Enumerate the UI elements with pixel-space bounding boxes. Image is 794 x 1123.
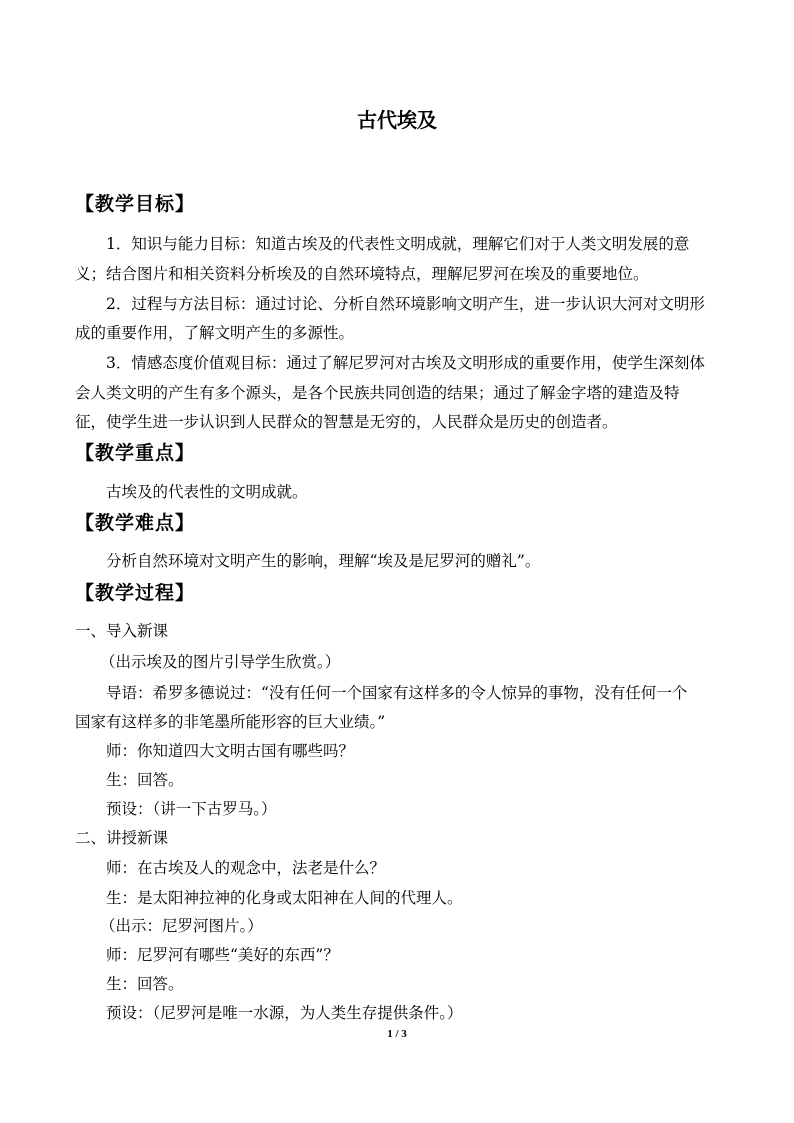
section-heading-difficulties: 【教学难点】 xyxy=(75,512,196,534)
process-part1-line-3: 国家有这样多的非笔墨所能形容的巨大业绩。” xyxy=(75,713,386,731)
document-title: 古代埃及 xyxy=(357,108,437,132)
objective-line-5: 3．情感态度价值观目标：通过了解尼罗河对古埃及文明形成的重要作用，使学生深刻体 xyxy=(106,354,705,372)
objective-line-3: 2．过程与方法目标：通过讨论、分析自然环境影响文明产生，进一步认识大河对文明形 xyxy=(106,295,705,313)
process-part2-line-6: 预设：（尼罗河是唯一水源，为人类生存提供条件。） xyxy=(106,1004,463,1022)
page-number: 1 / 3 xyxy=(387,1028,407,1040)
objective-line-7: 征，使学生进一步认识到人民群众的智慧是无穷的，人民群众是历史的创造者。 xyxy=(75,413,618,431)
process-part1-title: 一、导入新课 xyxy=(75,622,169,640)
process-part1-line-5: 生：回答。 xyxy=(106,771,184,789)
section-heading-objectives: 【教学目标】 xyxy=(75,193,196,215)
process-part1-line-4: 师：你知道四大文明古国有哪些吗？ xyxy=(106,742,355,760)
section-heading-process: 【教学过程】 xyxy=(75,582,196,604)
objective-line-6: 会人类文明的产生有多个源头，是各个民族共同创造的结果；通过了解金字塔的建造及特 xyxy=(75,384,680,402)
process-part2-line-5: 生：回答。 xyxy=(106,975,184,993)
key-points-text: 古埃及的代表性的文明成就。 xyxy=(106,483,308,501)
difficulties-text: 分析自然环境对文明产生的影响，理解“埃及是尼罗河的赠礼”。 xyxy=(106,552,541,570)
process-part2-title: 二、讲授新课 xyxy=(75,829,169,847)
process-part1-line-1: （出示埃及的图片引导学生欣赏。） xyxy=(100,653,341,671)
process-part2-line-2: 生：是太阳神拉神的化身或太阳神在人间的代理人。 xyxy=(106,889,463,907)
objective-line-2: 义；结合图片和相关资料分析埃及的自然环境特点，理解尼罗河在埃及的重要地位。 xyxy=(75,265,649,283)
section-heading-key-points: 【教学重点】 xyxy=(75,442,196,464)
process-part2-line-4: 师：尼罗河有哪些“美好的东西”？ xyxy=(106,946,339,964)
process-part2-line-3: （出示：尼罗河图片。） xyxy=(100,917,263,935)
objective-line-4: 成的重要作用，了解文明产生的多源性。 xyxy=(75,324,355,342)
process-part1-line-2: 导语：希罗多德说过：“没有任何一个国家有这样多的令人惊异的事物，没有任何一个 xyxy=(106,684,688,702)
process-part2-line-1: 师：在古埃及人的观念中，法老是什么？ xyxy=(106,859,386,877)
process-part1-line-6: 预设：（讲一下古罗马。） xyxy=(106,800,277,818)
objective-line-1: 1．知识与能力目标：知道古埃及的代表性文明成就，理解它们对于人类文明发展的意 xyxy=(106,235,690,253)
